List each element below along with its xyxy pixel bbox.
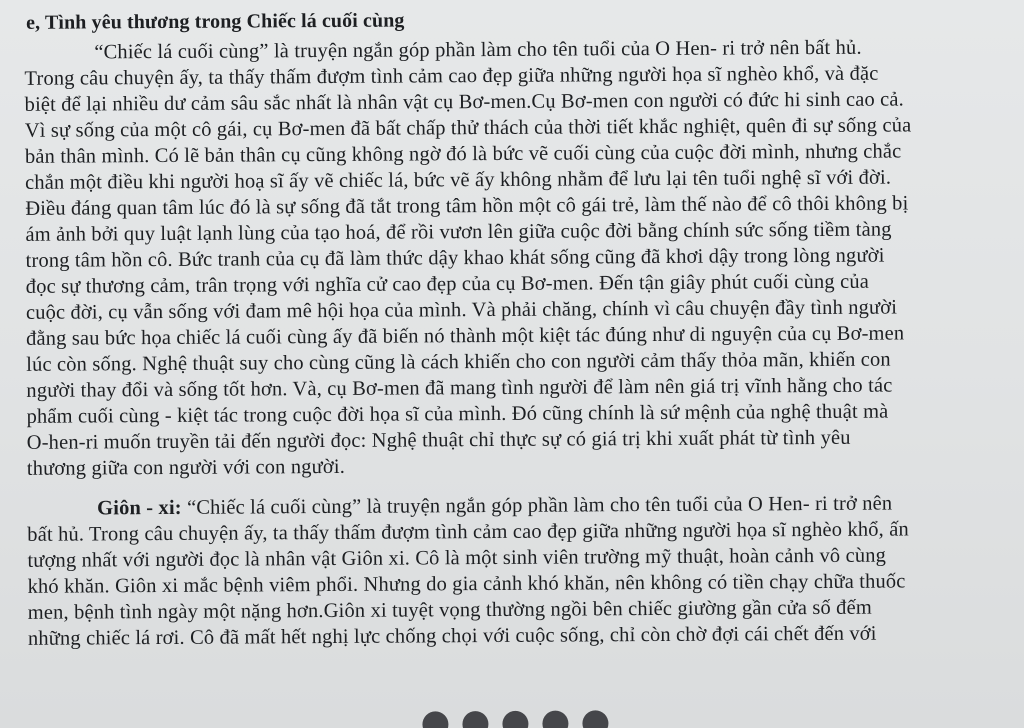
text-line: đằng sau bức họa chiếc lá cuối cùng ấy đã biến nó thành một kiệt tác đúng như di nguyện của cụ Bơ-men <box>26 322 905 350</box>
dot-mark <box>502 711 528 728</box>
text-line: O-hen-ri muốn truyền tải đến người đọc: Nghệ thuật chỉ thực sự có giá trị khi xuất phát từ tình yêu <box>26 426 851 454</box>
dot-mark <box>462 711 488 728</box>
text-line: cuộc đời, cụ vẫn sống với đam mê hội họa của mình. Và phải chăng, chính vì câu chuyện đầy tình người <box>25 296 898 324</box>
text-line: đọc sự thương cảm, trân trọng với nghĩa cử cao đẹp của cụ Bơ-men. Đến tận giây phút cuối cùng của <box>25 270 870 298</box>
text-line: những chiếc lá rơi. Cô đã mất hết nghị lực chống chọi với cuộc sống, chỉ còn chờ đợi cái chết đến với <box>27 622 877 650</box>
text-line <box>97 493 892 521</box>
text-line: thương giữa con người với con người. <box>26 455 346 480</box>
text-line: người thay đổi và sống tốt hơn. Và, cụ Bơ-men đã mang tình người để làm nên giá trị vĩnh hằng cho tác <box>26 374 893 402</box>
paragraph-text: “Chiếc lá cuối cùng” là truyện ngắn góp phần làm cho tên tuổi của O Hen- ri trở nên <box>181 492 893 519</box>
page-edge-marks <box>4 708 1024 728</box>
dot-mark <box>542 711 568 728</box>
dot-mark <box>422 711 448 728</box>
section-heading: e, Tình yêu thương trong Chiếc lá cuối cùng <box>26 9 405 34</box>
text-line: Vì sự sống của một cô gái, cụ Bơ-men đã bất chấp thử thách của thời tiết khắc nghiệt, quên đi sự sống của <box>24 114 912 142</box>
text-line: “Chiếc lá cuối cùng” là truyện ngắn góp phần làm cho tên tuổi của O Hen- ri trở nên bất hủ. <box>94 36 862 64</box>
paragraph-lead: Giôn - xi: <box>97 496 182 520</box>
text-line: men, bệnh tình ngày một nặng hơn.Giôn xi tuyệt vọng thường ngồi bên chiếc giường gần cửa số đếm <box>27 596 872 624</box>
text-line: Trong câu chuyện ấy, ta thấy thấm đượm tình cảm cao đẹp giữa những người họa sĩ nghèo khổ, và đặc <box>24 62 879 90</box>
text-line: phẩm cuối cùng - kiệt tác trong cuộc đời họa sĩ của mình. Đó cũng chính là sứ mệnh của nghệ thuật mà <box>26 400 889 428</box>
text-line: khó khăn. Giôn xi mắc bệnh viêm phổi. Nhưng do gia cảnh khó khăn, nên không có tiền chạy chữa thuốc <box>27 570 906 598</box>
text-line: Điều đáng quan tâm lúc đó là sự sống đã tắt trong tâm hồn một cô gái trẻ, làm thế nào để cô thôi không bị <box>25 192 909 220</box>
text-line: trong tâm hồn cô. Bức tranh của cụ đã làm thức dậy khao khát sống cũng đã khơi dậy trong lòng người <box>25 244 885 272</box>
text-line: bản thân mình. Có lẽ bản thân cụ cũng không ngờ đó là bức vẽ cuối cùng của cuộc đời mình, nhưng chắc <box>24 140 902 168</box>
text-line: lúc còn sống. Nghệ thuật suy cho cùng cũng là cách khiến cho con người cảm thấy thỏa mãn, khiến con <box>26 348 891 376</box>
text-line: ám ảnh bởi quy luật lạnh lùng của tạo hoá, để rồi vươn lên giữa cuộc đời bằng chính sức sống tiềm tàng <box>25 218 892 246</box>
text-line: biệt để lại nhiều dư cảm sâu sắc nhất là nhân vật cụ Bơ-men.Cụ Bơ-men con người có đức hi sinh cao cả. <box>24 88 904 116</box>
text-line: tượng nhất với người đọc là nhân vật Giôn xi. Cô là một sinh viên trường mỹ thuật, hoàn cảnh vô cùng <box>27 544 887 572</box>
text-line: chắn một điều khi người hoạ sĩ ấy vẽ chiếc lá, bức vẽ ấy không nhằm để lưu lại tên tuổi nghệ sĩ với đời. <box>25 166 892 194</box>
text-line: bất hủ. Trong câu chuyện ấy, ta thấy thấm đượm tình cảm cao đẹp giữa những người họa sĩ nghèo khổ, ấn <box>27 518 909 546</box>
dot-mark <box>582 710 608 728</box>
